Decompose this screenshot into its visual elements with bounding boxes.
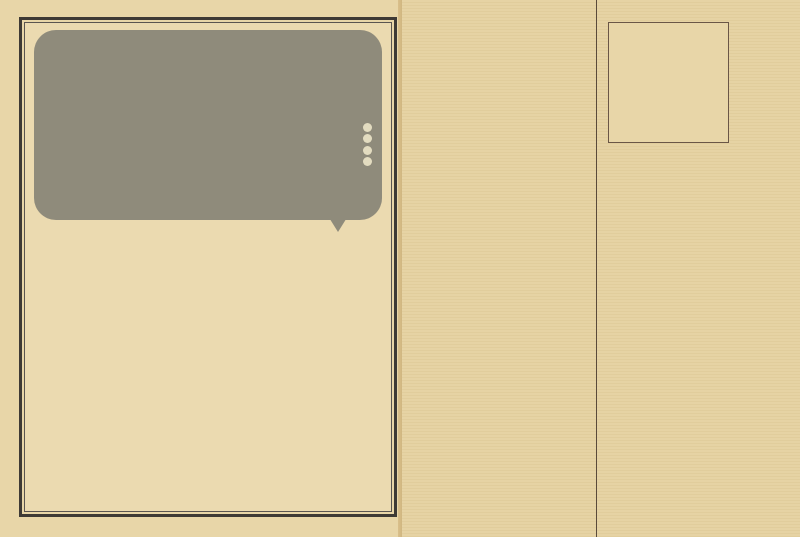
pull-quote [224,134,372,145]
speech-bubble-header [34,30,382,220]
bullet-dot-icon [363,146,372,155]
speech-bubble-tail [328,216,348,232]
crossword-column-numbers [608,14,728,21]
interview-frame [19,17,397,517]
pull-quote [224,122,372,133]
bullet-dot-icon [363,134,372,143]
crossword-grid [608,22,729,143]
body-column-2 [152,252,264,507]
bullet-dot-icon [363,123,372,132]
down-clues [603,152,694,402]
crossword-clues [603,152,793,402]
body-column-1 [272,252,384,507]
pull-quotes [224,122,372,168]
column-divider [596,0,597,537]
crossword-row-numbers [729,22,735,141]
interview-body [32,252,384,507]
pull-quote [224,145,372,156]
bullet-dot-icon [363,157,372,166]
pull-quote [224,157,372,168]
body-column-3 [32,252,144,507]
across-clues [702,152,793,402]
